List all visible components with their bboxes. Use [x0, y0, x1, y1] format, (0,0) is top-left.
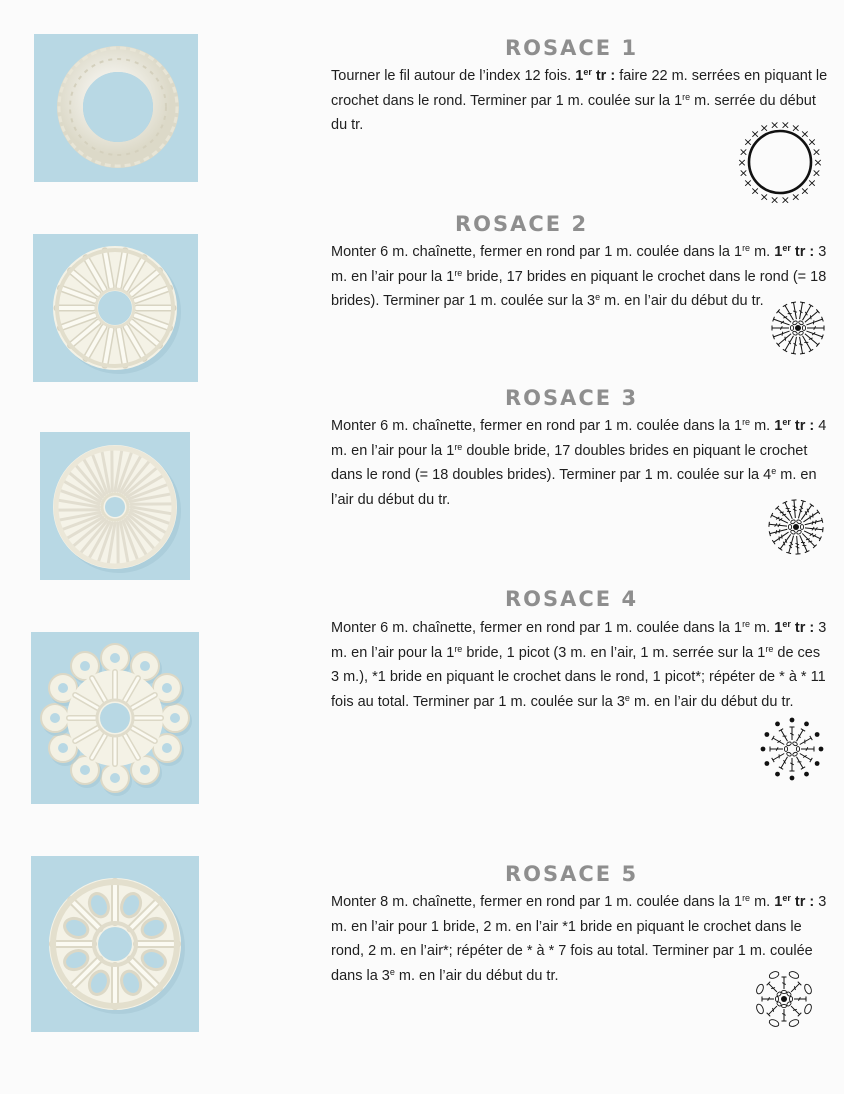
instruction-run: m.: [750, 418, 775, 434]
svg-text:×: ×: [800, 127, 810, 141]
svg-text:×: ×: [791, 190, 801, 204]
svg-text:×: ×: [811, 166, 822, 180]
instruction-run: re: [765, 643, 774, 654]
instruction-run: m. en l’air du début du tr.: [629, 693, 794, 710]
instruction-run: er: [782, 243, 791, 253]
instruction-run: bride, 1 picot (3 m. en l’air, 1 m. serrée sur la 1: [462, 644, 766, 661]
instruction-run: de ces 3 m.), *1 bride en piquant le crochet dans le rond, 1 picot*; répéter de * à * 11 fois au total. Terminer par 1 m. coulée sur la 3: [331, 644, 826, 710]
instruction-run: 1: [774, 620, 783, 636]
crochet-treble-rosette-photo-image: [33, 234, 198, 382]
rosace-1-title: ROSACE 1: [505, 36, 639, 60]
crochet-ring-photo-image: [34, 34, 198, 182]
rosace-2-title: ROSACE 2: [455, 212, 589, 236]
instruction-run: faire 22 m. serrées en piquant le crochet dans le rond. Terminer par 1 m. coulée sur la 1: [331, 68, 828, 109]
instruction-run: re: [742, 893, 751, 903]
rosace-5-photo: [31, 856, 199, 1032]
rosace-1-photo: [34, 34, 198, 182]
instruction-run: e: [771, 466, 777, 476]
instruction-run: tr :: [790, 418, 815, 434]
instruction-run: m.: [750, 244, 775, 260]
instruction-run: m. serrée du début du tr.: [331, 92, 816, 133]
rosace-3-diagram: [764, 496, 828, 558]
instruction-run: er: [583, 67, 592, 77]
instruction-run: m. en l’air du début du tr.: [331, 467, 817, 508]
svg-text:×: ×: [807, 176, 817, 190]
instruction-run: re: [742, 619, 751, 629]
svg-text:×: ×: [759, 190, 769, 204]
crochet-chart-picot-round-icon: [756, 714, 828, 784]
instruction-run: Tourner le fil autour de l’index 12 fois.: [331, 68, 576, 84]
instruction-run: e: [624, 692, 630, 703]
svg-text:×: ×: [780, 118, 791, 132]
rosace-3-instructions: [331, 414, 831, 512]
rosace-5-title: ROSACE 5: [505, 862, 639, 886]
rosace-4-title: ROSACE 4: [505, 587, 639, 611]
instruction-run: 3 m. en l’air pour la 1: [331, 244, 827, 285]
instruction-run: double bride, 17 doubles brides en piquant le crochet dans le rond (= 18 doubles brides). Terminer par 1 m. coulée sur la 4: [331, 442, 808, 483]
svg-text:×: ×: [780, 193, 791, 207]
svg-text:×: ×: [807, 135, 817, 149]
svg-text:×: ×: [737, 156, 747, 169]
crochet-chart-chain-space-round-icon: [748, 964, 820, 1034]
rosace-4-instructions: [331, 616, 831, 714]
rosace-4-diagram: [756, 714, 828, 784]
svg-text:×: ×: [738, 145, 749, 159]
instruction-run: bride, 17 brides en piquant le crochet dans le rond (= 18 brides). Terminer par 1 m. coulée sur la 3: [331, 268, 827, 309]
instruction-run: 1: [774, 244, 783, 260]
svg-text:×: ×: [769, 118, 780, 132]
rosace-1-diagram: [734, 116, 826, 208]
instruction-run: re: [454, 267, 463, 278]
svg-text:×: ×: [813, 156, 823, 169]
svg-text:×: ×: [750, 127, 760, 141]
crochet-chain-space-rosette-photo-image: [31, 856, 199, 1032]
rosace-5-diagram: [748, 964, 820, 1034]
instruction-run: tr :: [790, 620, 815, 636]
svg-text:×: ×: [743, 135, 753, 149]
instruction-run: 1: [774, 418, 783, 434]
instruction-run: m. en l’air du début du tr.: [600, 293, 764, 309]
rosace-2-instructions: [331, 240, 827, 314]
instruction-run: re: [454, 643, 463, 654]
instruction-run: 4 m. en l’air pour la 1: [331, 418, 827, 459]
instruction-run: 1: [575, 68, 584, 84]
svg-text:×: ×: [811, 145, 822, 159]
svg-text:×: ×: [743, 176, 753, 190]
instruction-run: re: [454, 441, 463, 452]
crochet-chart-double-treble-round-icon: [764, 496, 828, 558]
instruction-run: re: [742, 243, 751, 253]
svg-text:×: ×: [791, 121, 801, 135]
crochet-chart-single-crochet-ring-icon: [734, 116, 826, 208]
rosace-4-photo: [31, 632, 199, 804]
instruction-run: er: [782, 619, 791, 629]
instruction-run: er: [782, 893, 791, 903]
instruction-run: e: [389, 966, 395, 977]
rosace-2-diagram: [768, 296, 828, 358]
svg-text:×: ×: [738, 166, 749, 180]
instruction-run: m. en l’air du début du tr.: [394, 967, 559, 984]
instruction-run: Monter 6 m. chaînette, fermer en rond par 1 m. coulée dans la 1: [331, 244, 743, 260]
instruction-run: m.: [750, 894, 775, 910]
svg-text:×: ×: [800, 184, 810, 198]
instruction-run: tr :: [790, 244, 815, 260]
svg-text:×: ×: [750, 184, 760, 198]
instruction-run: 1: [774, 894, 783, 910]
rosace-3-photo: [40, 432, 190, 580]
instruction-run: 3 m. en l’air pour 1 bride, 2 m. en l’air *1 bride en piquant le crochet dans le rond, 2 m. en l’air*; répéter de * à * 7 fois au total. Terminer par 1 m. coulée dans la 3: [331, 894, 827, 984]
instruction-run: 3 m. en l’air pour la 1: [331, 620, 827, 661]
crochet-double-treble-rosette-photo-image: [40, 432, 190, 580]
svg-text:×: ×: [769, 193, 780, 207]
crochet-picot-rosette-photo-image: [31, 632, 199, 804]
instruction-run: re: [682, 91, 691, 102]
instruction-run: re: [742, 417, 751, 427]
instruction-run: er: [782, 417, 791, 427]
instruction-run: m.: [750, 620, 775, 636]
instruction-run: tr :: [790, 894, 815, 910]
instruction-run: tr :: [591, 68, 616, 84]
instruction-run: Monter 6 m. chaînette, fermer en rond par 1 m. coulée dans la 1: [331, 620, 743, 636]
rosace-3-title: ROSACE 3: [505, 386, 639, 410]
rosace-2-photo: [33, 234, 198, 382]
instruction-run: Monter 6 m. chaînette, fermer en rond par 1 m. coulée dans la 1: [331, 418, 743, 434]
svg-text:×: ×: [759, 121, 769, 135]
instruction-run: e: [595, 292, 601, 302]
crochet-chart-treble-round-icon: [768, 296, 828, 358]
instruction-run: Monter 8 m. chaînette, fermer en rond par 1 m. coulée dans la 1: [331, 894, 743, 910]
